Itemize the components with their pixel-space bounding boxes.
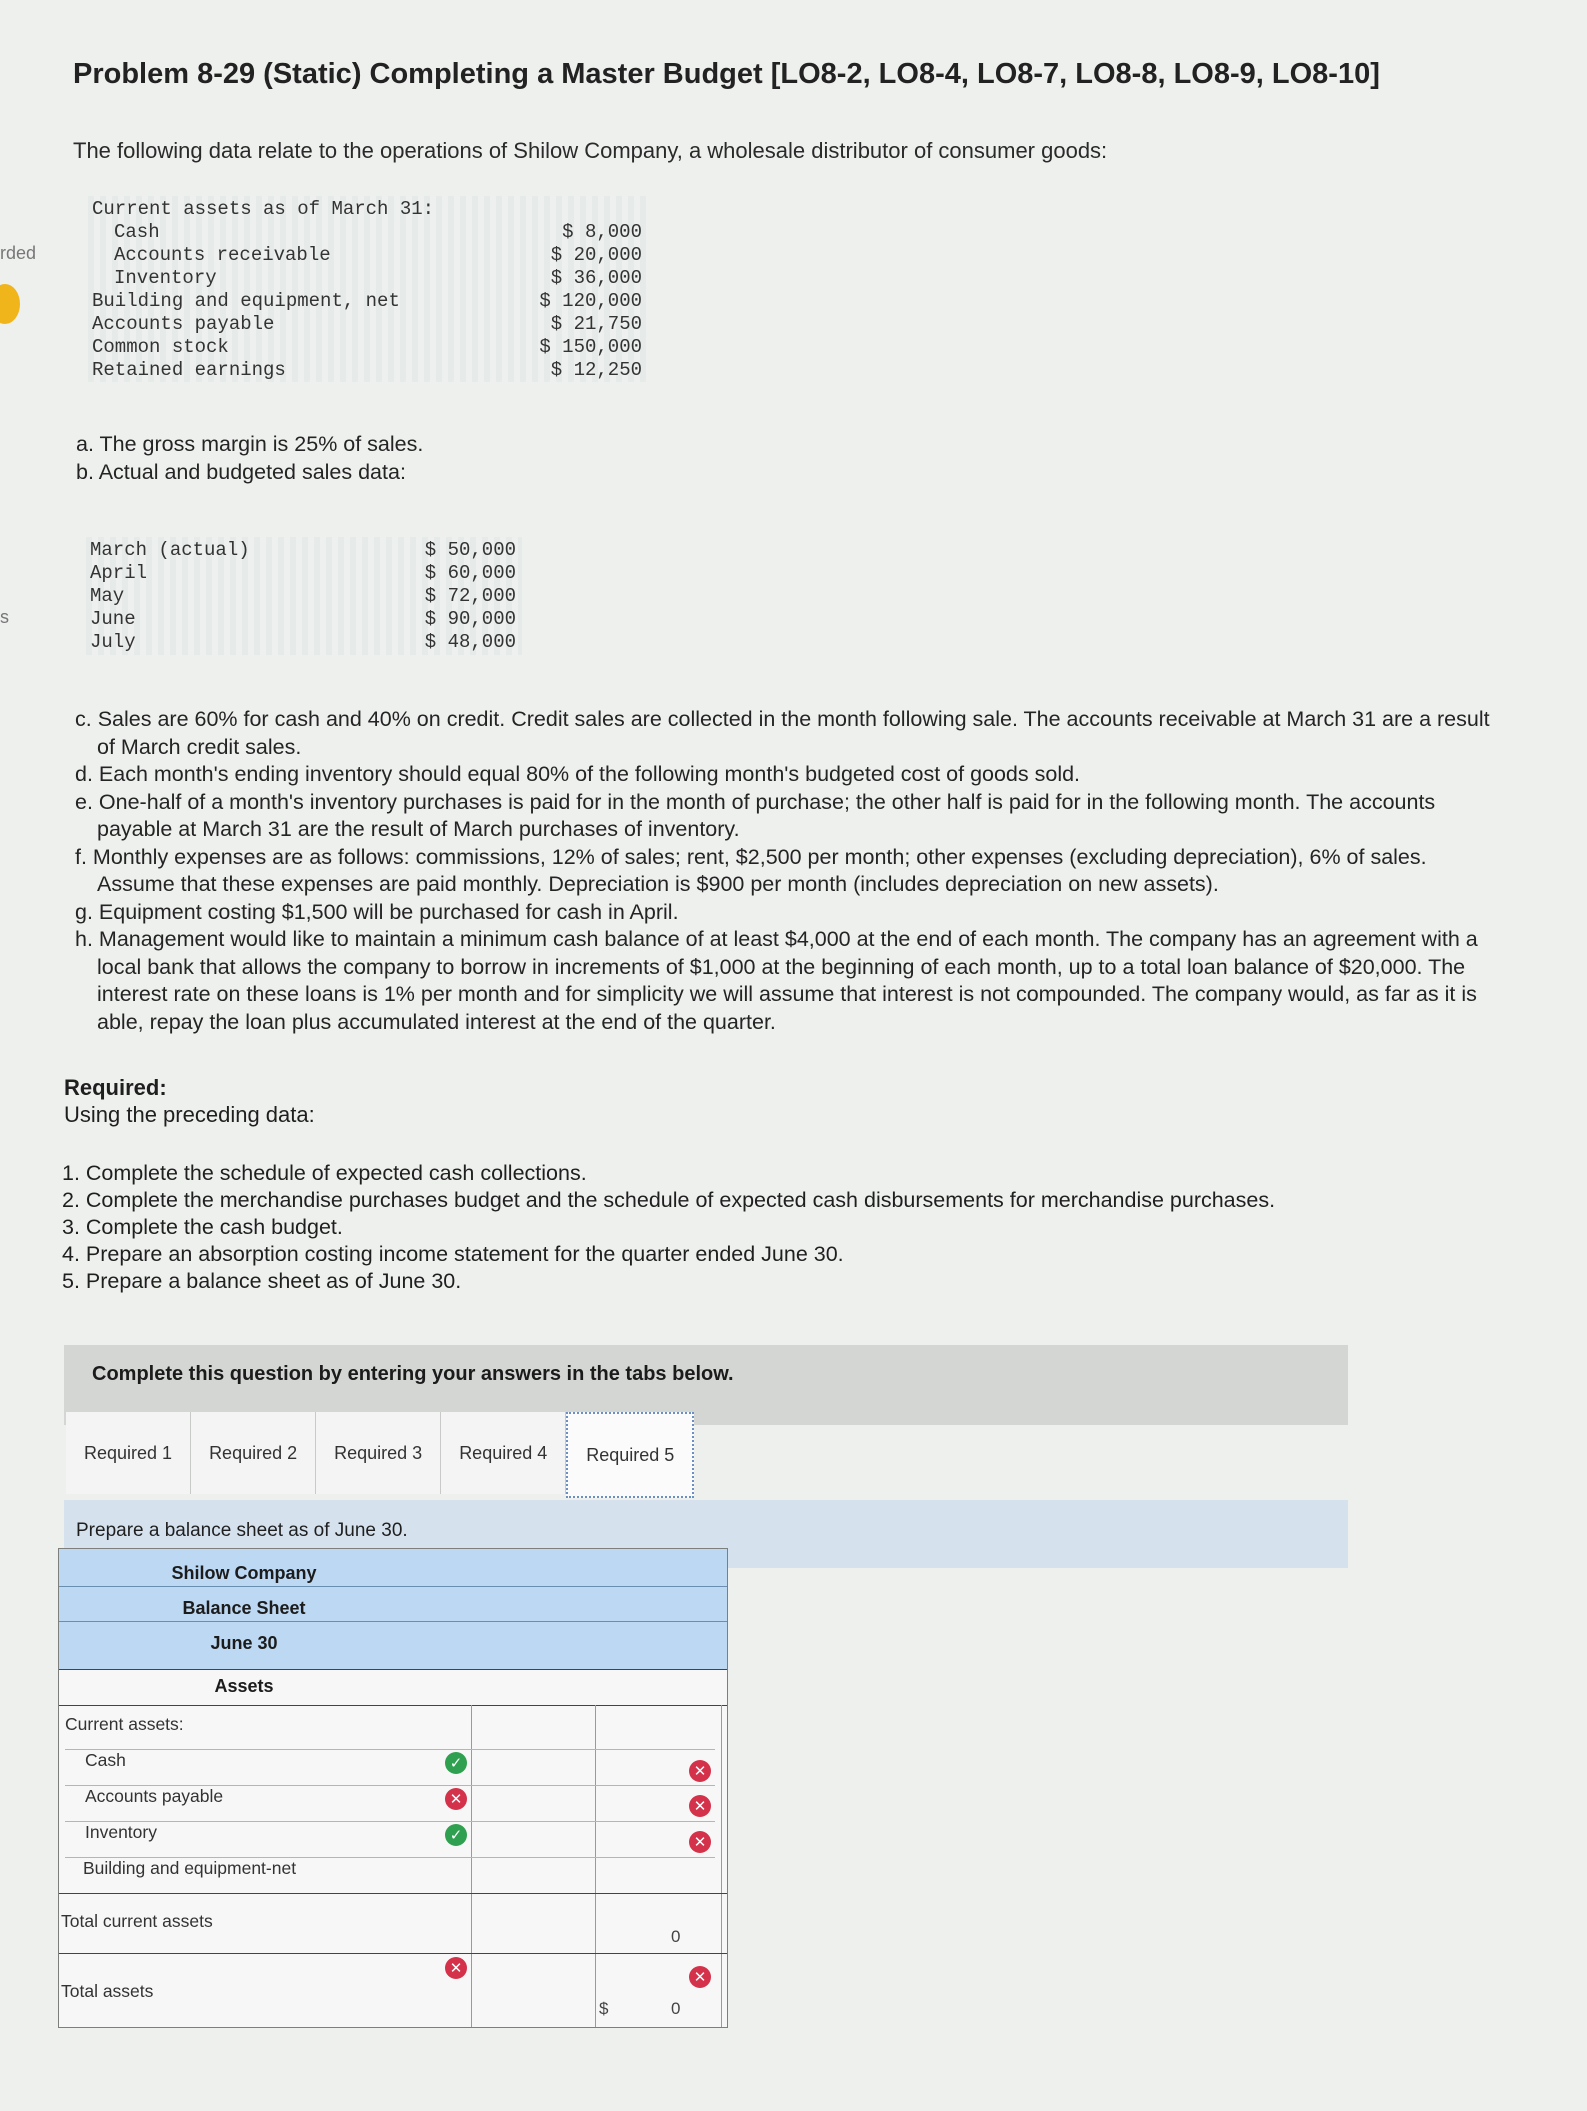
sales-value: $ 50,000 [424, 539, 516, 561]
sales-month: June [90, 608, 136, 630]
total-assets-label: Total assets [61, 1981, 154, 2001]
sales-value: $ 72,000 [424, 585, 516, 607]
current-assets-label: Current assets: [65, 1714, 184, 1734]
required-item: 5. Prepare a balance sheet as of June 30. [62, 1269, 462, 1293]
balance-label: Cash [114, 221, 160, 243]
correct-check-icon: ✓ [445, 1824, 467, 1846]
sales-value: $ 60,000 [424, 562, 516, 584]
incorrect-x-icon: ✕ [689, 1760, 711, 1782]
note-e: e. One-half of a month's inventory purchases is paid for in the month of purchase; the other half is paid for in the following month. The accounts payable at March 31 are the result of March purchases of inventory. [75, 789, 1436, 841]
total-assets-currency: $ [599, 1999, 609, 2018]
notes-c-h [75, 706, 1495, 1036]
balance-value: $ 12,250 [550, 359, 642, 381]
problem-title: Problem 8-29 (Static) Completing a Master Budget [LO8-2, LO8-4, LO8-7, LO8-8, LO8-9, LO8-10] [73, 58, 1380, 90]
note-h: h. Management would like to maintain a minimum cash balance of at least $4,000 at the end of each month. The company has an agreement with a local bank that allows the company to borrow in increments of $1,000 at the beginning of each month, up to a total loan balance of $20,000. The interest rate on these loans is 1% per month and for simplicity we will assume that interest is not compounded. The company would, as far as it is able, repay the loan plus accumulated interest at the end of the quarter. [75, 927, 1478, 1034]
required-list [62, 1160, 1275, 1295]
sales-month: May [90, 585, 125, 607]
total-current-assets-label: Total current assets [61, 1911, 213, 1931]
sales-month: April [90, 562, 148, 584]
balance-value: $ 150,000 [539, 336, 642, 358]
note-c: c. Sales are 60% for cash and 40% on credit. Credit sales are collected in the month following sale. The accounts receivable at March 31 are a result of March credit sales. [75, 707, 1490, 759]
statement-date: June 30 [210, 1633, 278, 1653]
total-assets-value: 0 [671, 1999, 681, 2018]
tab-required-3[interactable]: Required 3 [316, 1412, 441, 1494]
banner-text: Complete this question by entering your answers in the tabs below. [92, 1363, 734, 1385]
balance-label: Retained earnings [92, 359, 286, 381]
note-g: g. Equipment costing $1,500 will be purchased for cash in April. [75, 899, 679, 924]
notes-a-b [76, 431, 676, 486]
bs-row-label[interactable]: Cash [85, 1750, 126, 1770]
edge-text-1: rded [0, 243, 37, 263]
balance-sheet-header [59, 1549, 727, 1669]
balance-label: Accounts payable [92, 313, 275, 335]
balance-value: $ 21,750 [550, 313, 642, 335]
edge-text-2: s [0, 607, 9, 627]
balance-label: Building and equipment, net [92, 290, 400, 312]
company-name: Shilow Company [171, 1563, 317, 1583]
tab-required-4[interactable]: Required 4 [441, 1412, 566, 1494]
incorrect-x-icon: ✕ [689, 1831, 711, 1853]
statement-name: Balance Sheet [182, 1598, 306, 1618]
assets-section-heading: Assets [214, 1676, 274, 1696]
required-tabs [66, 1412, 694, 1494]
incorrect-x-icon: ✕ [689, 1795, 711, 1817]
tab-required-1[interactable]: Required 1 [66, 1412, 191, 1494]
required-item: 1. Complete the schedule of expected cash collections. [62, 1161, 587, 1185]
bs-row-label[interactable]: Inventory [85, 1822, 157, 1842]
required-heading: Required: [64, 1075, 167, 1100]
incorrect-x-icon: ✕ [445, 1957, 467, 1979]
sales-value: $ 90,000 [424, 608, 516, 630]
required-subtitle: Using the preceding data: [64, 1102, 315, 1127]
balance-label: Accounts receivable [114, 244, 331, 266]
note-a: a. The gross margin is 25% of sales. [76, 432, 424, 456]
balance-sheet-form [58, 1548, 728, 2028]
balance-value: $ 120,000 [539, 290, 642, 312]
note-d: d. Each month's ending inventory should equal 80% of the following month's budgeted cost of goods sold. [75, 762, 1081, 786]
tab-required-5[interactable]: Required 5 [566, 1412, 694, 1498]
tab-required-2[interactable]: Required 2 [191, 1412, 316, 1494]
edge-marker [0, 284, 20, 324]
balance-label: Common stock [92, 336, 229, 358]
note-b: b. Actual and budgeted sales data: [76, 459, 406, 484]
balance-value: $ 8,000 [562, 221, 642, 243]
sales-value: $ 48,000 [424, 631, 516, 653]
required-item: 3. Complete the cash budget. [62, 1215, 343, 1239]
tab-instruction: Prepare a balance sheet as of June 30. [76, 1520, 408, 1541]
sales-month: March (actual) [90, 539, 250, 561]
required-item: 2. Complete the merchandise purchases budget and the schedule of expected cash disbursements for merchandise purchases. [62, 1188, 1276, 1212]
balance-heading: Current assets as of March 31: [92, 198, 435, 220]
note-f: f. Monthly expenses are as follows: commissions, 12% of sales; rent, $2,500 per month; other expenses (excluding depreciation), 6% of sales. Assume that these expenses are paid monthly. Depreciation is $900 per month (includes depreciation on new assets). [75, 844, 1427, 896]
balance-value: $ 36,000 [550, 267, 642, 289]
incorrect-x-icon: ✕ [445, 1788, 467, 1810]
sales-data-block [86, 537, 522, 655]
opening-balance-block [88, 196, 648, 382]
problem-intro: The following data relate to the operations of Shilow Company, a wholesale distributor of consumer goods: [73, 138, 1108, 163]
incorrect-x-icon: ✕ [689, 1966, 711, 1988]
bs-row-label[interactable]: Building and equipment-net [83, 1858, 297, 1878]
total-current-assets-value: 0 [671, 1927, 681, 1946]
correct-check-icon: ✓ [445, 1752, 467, 1774]
required-item: 4. Prepare an absorption costing income statement for the quarter ended June 30. [62, 1242, 844, 1266]
balance-value: $ 20,000 [550, 244, 642, 266]
balance-label: Inventory [114, 267, 217, 289]
bs-row-label[interactable]: Accounts payable [85, 1786, 224, 1806]
sales-month: July [90, 631, 136, 653]
